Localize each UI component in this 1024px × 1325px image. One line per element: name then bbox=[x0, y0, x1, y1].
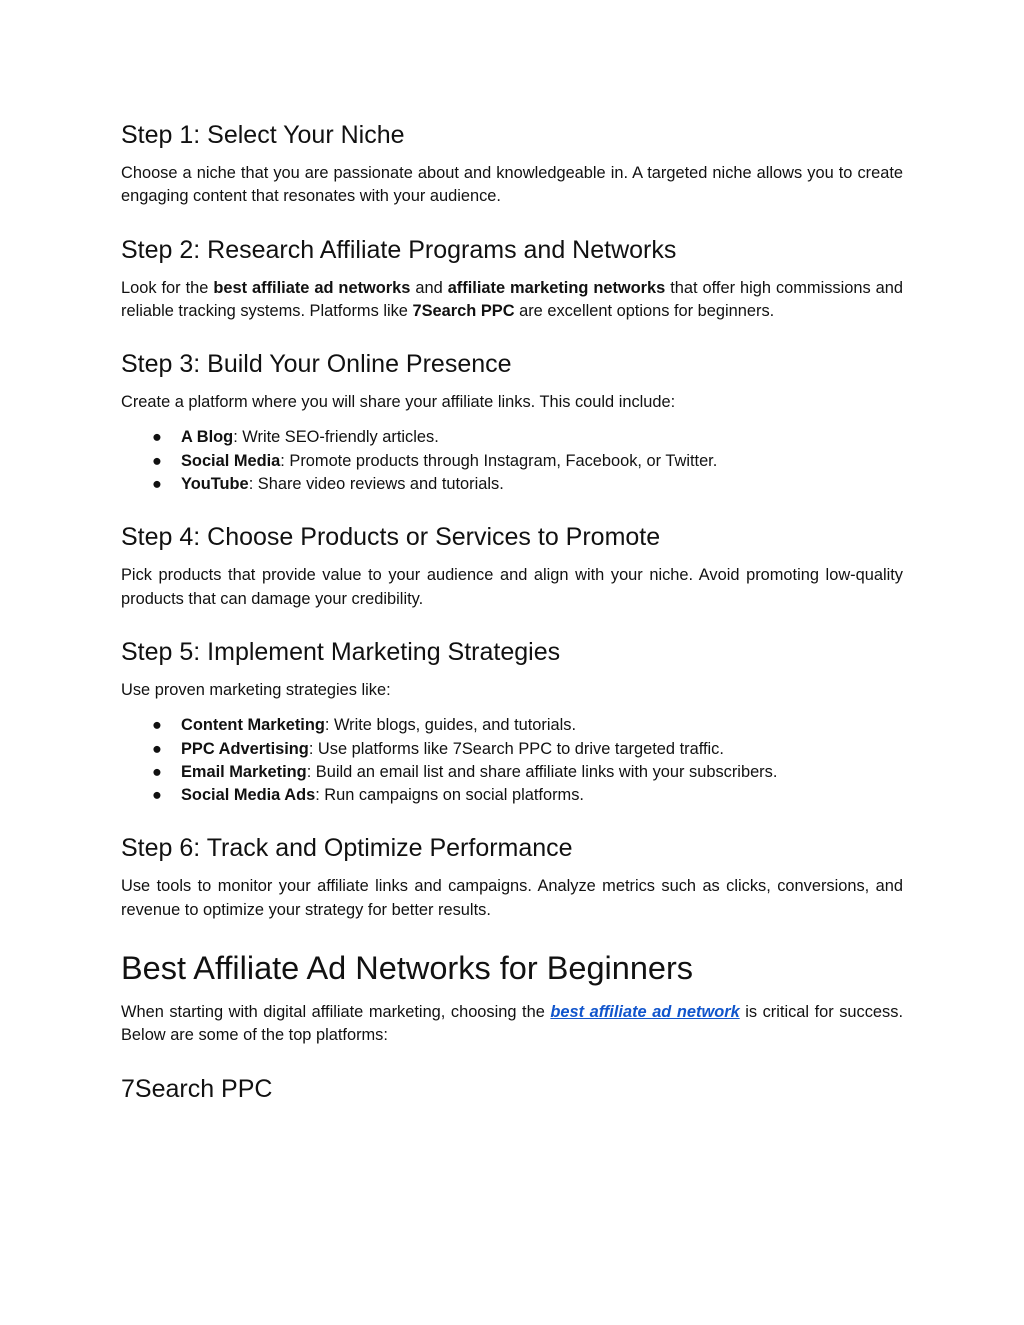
list-item-text: : Write blogs, guides, and tutorials. bbox=[324, 716, 577, 735]
step5-intro: Use proven marketing strategies like: bbox=[121, 680, 391, 699]
step2-body bbox=[121, 277, 903, 324]
list-item-bold: PPC Advertising bbox=[181, 739, 309, 758]
best-affiliate-ad-network-link[interactable]: best affiliate ad network bbox=[550, 1003, 740, 1022]
bullet-icon: ● bbox=[152, 428, 162, 447]
step4-body: Pick products that provide value to your audience and align with your niche. Avoid promoting low-quality products that can damage your credibility. bbox=[121, 566, 903, 608]
step2-bold-3: 7Search PPC bbox=[412, 301, 515, 320]
networks-text-2: is critical for success. Below are some of the top platforms: bbox=[121, 1003, 903, 1045]
networks-text-1: When starting with digital affiliate marketing, choosing the bbox=[121, 1003, 551, 1022]
step2-text-3: that offer high commissions and reliable tracking systems. Platforms like bbox=[121, 278, 903, 320]
bullet-icon: ● bbox=[152, 762, 162, 781]
sevensearch-heading: 7Search PPC bbox=[121, 1074, 273, 1103]
step6-body: Use tools to monitor your affiliate links and campaigns. Analyze metrics such as clicks, conversions, and revenue to optimize your strategy for better results. bbox=[121, 877, 903, 919]
bullet-icon: ● bbox=[152, 786, 162, 805]
networks-heading: Best Affiliate Ad Networks for Beginners bbox=[121, 950, 694, 987]
step2-text-1: Look for the bbox=[121, 278, 214, 297]
list-item-bold: YouTube bbox=[181, 475, 249, 494]
step5-list bbox=[121, 714, 903, 807]
step3-intro: Create a platform where you will share your affiliate links. This could include: bbox=[121, 393, 676, 412]
list-item-text: : Write SEO-friendly articles. bbox=[233, 428, 439, 447]
list-item-text: : Run campaigns on social platforms. bbox=[315, 786, 584, 805]
step2-heading: Step 2: Research Affiliate Programs and Networks bbox=[121, 235, 677, 264]
step5-heading: Step 5: Implement Marketing Strategies bbox=[121, 637, 561, 666]
list-item-bold: A Blog bbox=[181, 428, 234, 447]
list-item bbox=[121, 784, 903, 807]
step1-body: Choose a niche that you are passionate about and knowledgeable in. A targeted niche allows you to create engaging content that resonates with your audience. bbox=[121, 164, 903, 206]
list-item bbox=[121, 761, 903, 784]
bullet-icon: ● bbox=[152, 475, 162, 494]
step4-heading: Step 4: Choose Products or Services to Promote bbox=[121, 523, 661, 552]
list-item bbox=[121, 450, 903, 473]
step2-bold-1: best affiliate ad networks bbox=[213, 278, 411, 297]
bullet-icon: ● bbox=[152, 739, 162, 758]
networks-body bbox=[121, 1001, 903, 1048]
list-item-text: : Build an email list and share affiliate links with your subscribers. bbox=[306, 762, 778, 781]
step3-list bbox=[121, 426, 903, 496]
step2-bold-2: affiliate marketing networks bbox=[447, 278, 666, 297]
list-item bbox=[121, 714, 903, 737]
step2-text-2: and bbox=[410, 278, 448, 297]
step1-heading: Step 1: Select Your Niche bbox=[121, 121, 405, 149]
step2-text-4: are excellent options for beginners. bbox=[514, 301, 775, 320]
list-item bbox=[121, 738, 903, 761]
list-item bbox=[121, 426, 903, 449]
step3-heading: Step 3: Build Your Online Presence bbox=[121, 350, 512, 379]
list-item-text: : Share video reviews and tutorials. bbox=[248, 475, 504, 494]
bullet-icon: ● bbox=[152, 451, 162, 470]
list-item-bold: Content Marketing bbox=[181, 716, 325, 735]
list-item bbox=[121, 473, 903, 496]
step6-heading: Step 6: Track and Optimize Performance bbox=[121, 834, 573, 863]
list-item-text: : Promote products through Instagram, Facebook, or Twitter. bbox=[280, 451, 718, 470]
list-item-bold: Social Media bbox=[181, 451, 281, 470]
list-item-bold: Email Marketing bbox=[181, 762, 307, 781]
list-item-bold: Social Media Ads bbox=[181, 786, 316, 805]
list-item-text: : Use platforms like 7Search PPC to drive targeted traffic. bbox=[308, 739, 724, 758]
bullet-icon: ● bbox=[152, 716, 162, 735]
